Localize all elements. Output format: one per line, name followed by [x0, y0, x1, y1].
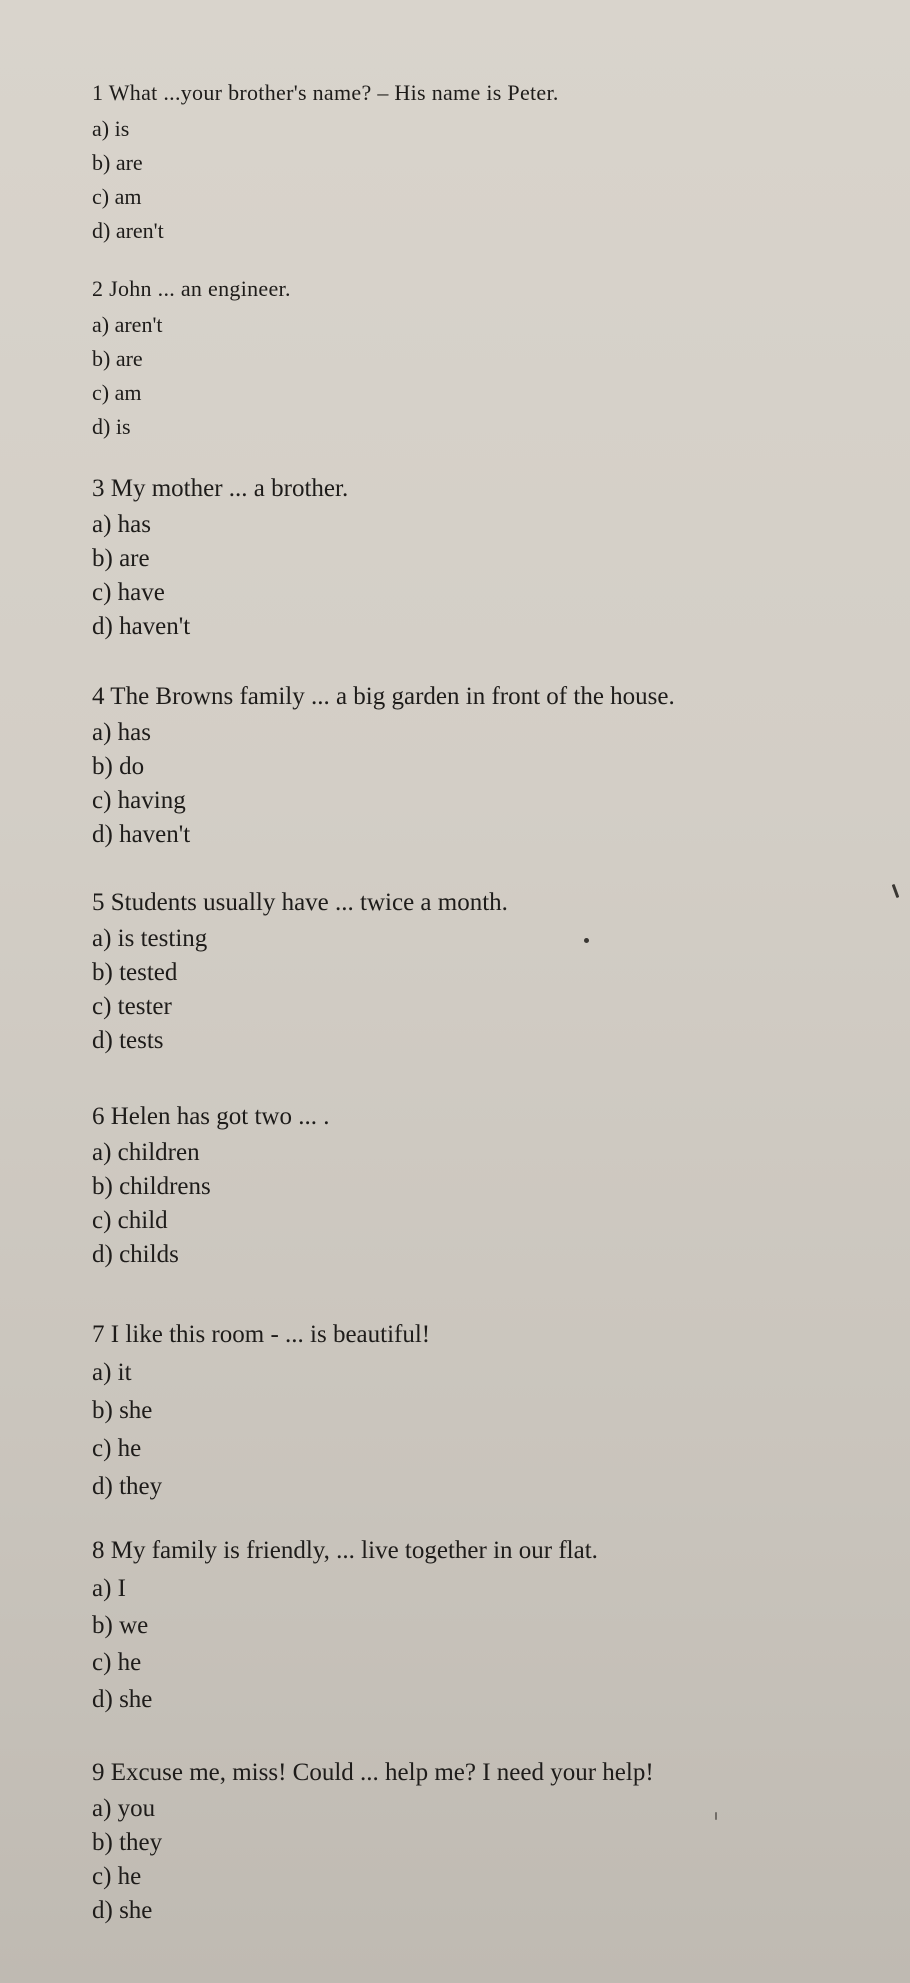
- option-b: b) tested: [92, 959, 178, 986]
- option-d: d) she: [92, 1686, 153, 1713]
- option-c: c) having: [92, 787, 186, 814]
- option-a: a) has: [92, 719, 151, 746]
- option-b: b) we: [92, 1612, 149, 1639]
- option-d: d) she: [92, 1897, 153, 1924]
- option-d: d) tests: [92, 1027, 164, 1054]
- paper-speck: [584, 938, 589, 943]
- option-c: c) have: [92, 579, 165, 606]
- option-a: a) aren't: [92, 312, 163, 337]
- option-b: b) she: [92, 1397, 153, 1424]
- question-text: 7 I like this room - ... is beautiful!: [92, 1321, 431, 1348]
- option-d: d) haven't: [92, 613, 191, 640]
- option-c: c) tester: [92, 993, 172, 1020]
- option-b: b) do: [92, 753, 145, 780]
- option-c: c) am: [92, 184, 142, 209]
- question-7: [92, 1318, 852, 1506]
- paper-speck: [715, 1812, 717, 1820]
- option-b: b) are: [92, 150, 143, 175]
- option-d: d) haven't: [92, 821, 191, 848]
- question-9: [92, 1756, 852, 1928]
- question-2: [92, 272, 852, 444]
- question-text: 6 Helen has got two ... .: [92, 1103, 330, 1130]
- option-a: a) you: [92, 1795, 156, 1822]
- option-b: b) they: [92, 1829, 163, 1856]
- option-c: c) he: [92, 1435, 142, 1462]
- option-a: a) is: [92, 116, 130, 141]
- option-a: a) is testing: [92, 925, 208, 952]
- option-a: a) has: [92, 511, 151, 538]
- question-3: [92, 472, 852, 644]
- option-d: d) childs: [92, 1241, 179, 1268]
- question-text: 5 Students usually have ... twice a month.: [92, 889, 508, 916]
- option-c: c) child: [92, 1207, 168, 1234]
- option-d: d) they: [92, 1473, 163, 1500]
- question-5: [92, 886, 852, 1058]
- question-text: 9 Excuse me, miss! Could ... help me? I need your help!: [92, 1759, 654, 1786]
- option-a: a) I: [92, 1575, 126, 1602]
- question-8: [92, 1534, 852, 1718]
- question-text: 3 My mother ... a brother.: [92, 475, 349, 502]
- question-text: 4 The Browns family ... a big garden in front of the house.: [92, 683, 675, 710]
- question-text: 8 My family is friendly, ... live together in our flat.: [92, 1537, 598, 1564]
- option-b: b) are: [92, 346, 143, 371]
- option-b: b) are: [92, 545, 150, 572]
- paper-speck: [892, 884, 900, 898]
- option-c: c) he: [92, 1649, 142, 1676]
- option-d: d) is: [92, 414, 131, 439]
- option-c: c) am: [92, 380, 142, 405]
- question-6: [92, 1100, 852, 1272]
- option-d: d) aren't: [92, 218, 164, 243]
- option-a: a) it: [92, 1359, 132, 1386]
- question-1: [92, 76, 852, 248]
- question-text: 1 What ...your brother's name? – His name is Peter.: [92, 80, 559, 105]
- question-4: [92, 680, 852, 852]
- option-b: b) childrens: [92, 1173, 211, 1200]
- option-a: a) children: [92, 1139, 200, 1166]
- option-c: c) he: [92, 1863, 142, 1890]
- question-text: 2 John ... an engineer.: [92, 276, 291, 301]
